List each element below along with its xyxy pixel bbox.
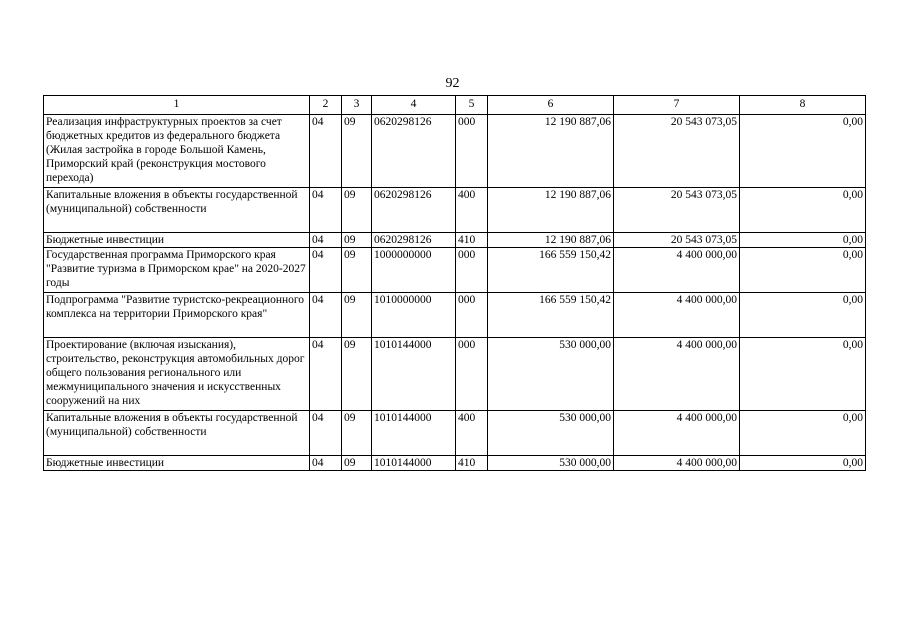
row-subsection: 09 <box>342 411 372 456</box>
row-expense-type: 000 <box>456 115 488 188</box>
row-target-article: 0620298126 <box>372 115 456 188</box>
row-amount-7: 4 400 000,00 <box>614 338 740 411</box>
header-col-5: 5 <box>456 96 488 115</box>
row-name: Государственная программа Приморского края "Развитие туризма в Приморском крае" на 2020-2027 годы <box>44 248 310 293</box>
row-target-article: 1010144000 <box>372 338 456 411</box>
row-amount-6: 12 190 887,06 <box>488 188 614 233</box>
row-amount-7: 4 400 000,00 <box>614 456 740 471</box>
row-target-article: 0620298126 <box>372 233 456 248</box>
row-section: 04 <box>310 456 342 471</box>
table-header-row <box>44 96 866 115</box>
table-row <box>44 248 866 293</box>
header-col-1: 1 <box>44 96 310 115</box>
row-expense-type: 000 <box>456 293 488 338</box>
row-amount-8: 0,00 <box>740 293 866 338</box>
row-target-article: 1010144000 <box>372 456 456 471</box>
row-amount-7: 4 400 000,00 <box>614 248 740 293</box>
row-section: 04 <box>310 188 342 233</box>
header-col-7: 7 <box>614 96 740 115</box>
row-expense-type: 000 <box>456 338 488 411</box>
header-col-6: 6 <box>488 96 614 115</box>
row-target-article: 1010000000 <box>372 293 456 338</box>
row-subsection: 09 <box>342 233 372 248</box>
row-section: 04 <box>310 115 342 188</box>
row-amount-7: 20 543 073,05 <box>614 233 740 248</box>
row-expense-type: 400 <box>456 188 488 233</box>
row-subsection: 09 <box>342 248 372 293</box>
budget-table <box>43 95 866 471</box>
row-section: 04 <box>310 233 342 248</box>
table-row <box>44 233 866 248</box>
row-amount-8: 0,00 <box>740 233 866 248</box>
row-name: Капитальные вложения в объекты государственной (муниципальной) собственности <box>44 411 310 456</box>
row-section: 04 <box>310 248 342 293</box>
row-amount-7: 20 543 073,05 <box>614 188 740 233</box>
row-amount-6: 166 559 150,42 <box>488 293 614 338</box>
row-amount-6: 12 190 887,06 <box>488 115 614 188</box>
row-subsection: 09 <box>342 293 372 338</box>
row-amount-8: 0,00 <box>740 115 866 188</box>
row-section: 04 <box>310 293 342 338</box>
row-amount-6: 530 000,00 <box>488 411 614 456</box>
row-section: 04 <box>310 338 342 411</box>
row-amount-7: 4 400 000,00 <box>614 411 740 456</box>
row-amount-8: 0,00 <box>740 338 866 411</box>
row-subsection: 09 <box>342 338 372 411</box>
page-number: 92 <box>445 76 460 91</box>
row-subsection: 09 <box>342 115 372 188</box>
row-target-article: 1000000000 <box>372 248 456 293</box>
header-col-4: 4 <box>372 96 456 115</box>
row-amount-8: 0,00 <box>740 188 866 233</box>
row-section: 04 <box>310 411 342 456</box>
row-name: Подпрограмма "Развитие туристско-рекреационного комплекса на территории Приморского края" <box>44 293 310 338</box>
row-amount-7: 20 543 073,05 <box>614 115 740 188</box>
row-name: Бюджетные инвестиции <box>44 233 310 248</box>
row-amount-6: 530 000,00 <box>488 456 614 471</box>
row-name: Бюджетные инвестиции <box>44 456 310 471</box>
row-amount-8: 0,00 <box>740 411 866 456</box>
table-row <box>44 456 866 471</box>
row-name: Реализация инфраструктурных проектов за счет бюджетных кредитов из федерального бюджета (Жилая застройка в городе Большой Камень, Приморский край (реконструкция мостового перехода) <box>44 115 310 188</box>
row-amount-6: 12 190 887,06 <box>488 233 614 248</box>
table-row <box>44 188 866 233</box>
row-target-article: 1010144000 <box>372 411 456 456</box>
row-amount-8: 0,00 <box>740 456 866 471</box>
row-amount-6: 530 000,00 <box>488 338 614 411</box>
header-col-2: 2 <box>310 96 342 115</box>
table-row <box>44 338 866 411</box>
row-name: Капитальные вложения в объекты государственной (муниципальной) собственности <box>44 188 310 233</box>
row-expense-type: 410 <box>456 456 488 471</box>
table-row <box>44 115 866 188</box>
row-subsection: 09 <box>342 188 372 233</box>
header-col-3: 3 <box>342 96 372 115</box>
row-expense-type: 400 <box>456 411 488 456</box>
table-row <box>44 293 866 338</box>
table-row <box>44 411 866 456</box>
row-amount-6: 166 559 150,42 <box>488 248 614 293</box>
row-subsection: 09 <box>342 456 372 471</box>
row-name: Проектирование (включая изыскания), строительство, реконструкция автомобильных дорог общего пользования регионального или межмуниципального значения и искусственных сооружений на них <box>44 338 310 411</box>
row-expense-type: 410 <box>456 233 488 248</box>
row-amount-7: 4 400 000,00 <box>614 293 740 338</box>
row-target-article: 0620298126 <box>372 188 456 233</box>
header-col-8: 8 <box>740 96 866 115</box>
row-expense-type: 000 <box>456 248 488 293</box>
row-amount-8: 0,00 <box>740 248 866 293</box>
